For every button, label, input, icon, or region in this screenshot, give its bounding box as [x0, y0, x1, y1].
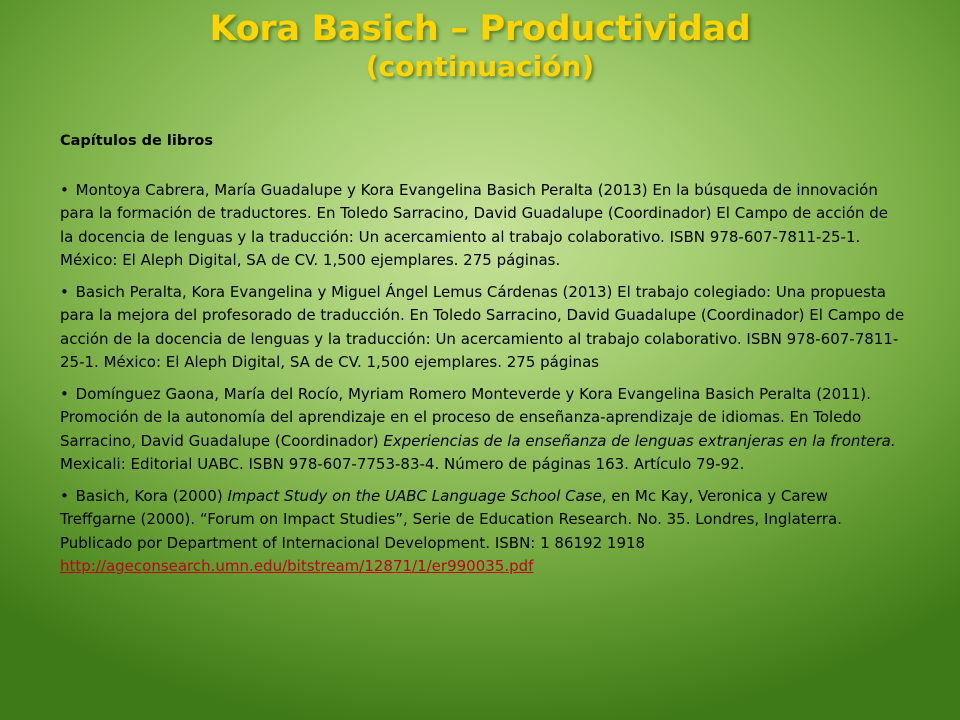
slide-title: [0, 10, 960, 83]
reference-item: [60, 281, 905, 375]
slide-title-line2: (continuación): [365, 50, 595, 84]
reference-link[interactable]: http://ageconsearch.umn.edu/bitstream/12871/1/er990035.pdf: [60, 557, 534, 575]
reference-text: , en Mc Kay, Veronica y Carew Treffgarne (2000). “Forum on Impact Studies”, Serie de Education Research. No. 35. Londres, Inglaterra. Publicado por Department of Internacional Development. ISBN: 1 86192 1918: [60, 486, 842, 552]
reference-text: Mexicali: Editorial UABC. ISBN 978-607-7753-83-4. Número de páginas 163. Artículo 79-92.: [60, 455, 745, 473]
section-heading: Capítulos de libros: [60, 133, 213, 149]
reference-text: Basich, Kora (2000): [75, 486, 228, 505]
reference-item: [60, 383, 905, 477]
reference-text: Basich Peralta, Kora Evangelina y Miguel Ángel Lemus Cárdenas (2013) El trabajo colegiado: Una propuesta para la mejora del profesorado de traducción. En Toledo Sarracino, David Guadalupe (Coordinador) El Campo de acción de la docencia de lenguas y la traducción: Un acercamiento al trabajo colaborativo. ISBN 978-607-7811-25-1. México: El Aleph Digital, SA de CV. 1,500 ejemplares. 275 páginas: [60, 282, 905, 371]
slide-title-line1: Kora Basich – Productividad: [209, 9, 751, 49]
reference-text: Domínguez Gaona, María del Rocío, Myriam Romero Monteverde y Kora Evangelina Basich Peralta (2011). Promoción de la autonomía del aprendizaje en el proceso de enseñanza-aprendizaje de idiomas. En Toledo Sarracino, David Guadalupe (Coordinador): [60, 384, 871, 450]
reference-text: Montoya Cabrera, María Guadalupe y Kora Evangelina Basich Peralta (2013) En la búsqueda de innovación para la formación de traductores. En Toledo Sarracino, David Guadalupe (Coordinador) El Campo de acción de la docencia de lenguas y la traducción: Un acercamiento al trabajo colaborativo. ISBN 978-607-7811-25-1. México: El Aleph Digital, SA de CV. 1,500 ejemplares. 275 páginas.: [60, 180, 889, 269]
reference-list: [60, 179, 905, 579]
reference-item: [60, 485, 905, 579]
reference-item: [60, 179, 905, 273]
reference-book-title: Impact Study on the UABC Language School Case: [227, 486, 602, 505]
reference-book-title: Experiencias de la enseñanza de lenguas extranjeras en la frontera.: [383, 431, 896, 450]
slide-content: [60, 130, 905, 587]
